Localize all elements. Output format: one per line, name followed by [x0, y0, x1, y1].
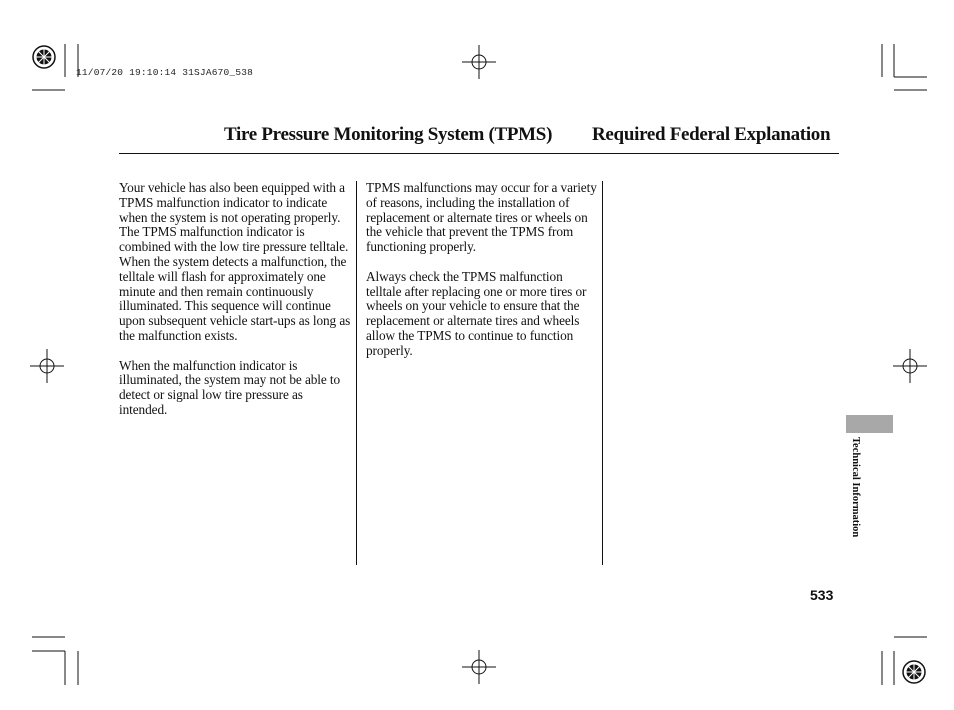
left-column — [119, 181, 351, 433]
section-label: Technical Information — [850, 437, 861, 538]
body-paragraph: Always check the TPMS malfunction telltale after replacing one or more tires or wheels on your vehicle to ensure that the replacement or alternate tires and wheels allow the TPMS to continue to function properly. — [366, 268, 587, 358]
column-divider — [602, 181, 603, 565]
registration-target-icon — [903, 661, 925, 683]
body-paragraph: When the malfunction indicator is illuminated, the system may not be able to detect or signal low tire pressure as intended. — [119, 357, 341, 417]
page-title: Tire Pressure Monitoring System (TPMS) — [224, 124, 553, 145]
header-rule — [119, 153, 839, 154]
section-tab — [846, 415, 893, 433]
page-number: 533 — [810, 587, 834, 603]
print-timestamp: 11/07/20 19:10:14 31SJA670_538 — [76, 67, 254, 78]
column-divider — [356, 181, 357, 565]
registration-target-icon — [33, 46, 55, 68]
middle-column — [366, 181, 598, 373]
body-paragraph: Your vehicle has also been equipped with a TPMS malfunction indicator to indicate when the system is not operating properly. The TPMS malfunction indicator is combined with the low tire pressure telltale. When the system detects a malfunction, the telltale will flash for approximately one minute and then remain continuously illuminated. This sequence will continue upon subsequent vehicle start-ups as long as the malfunction exists. — [119, 180, 351, 343]
page-subtitle: Required Federal Explanation — [592, 124, 831, 145]
body-paragraph: TPMS malfunctions may occur for a variety of reasons, including the installation of replacement or alternate tires or wheels on the vehicle that prevent the TPMS from functioning properly. — [366, 180, 597, 255]
